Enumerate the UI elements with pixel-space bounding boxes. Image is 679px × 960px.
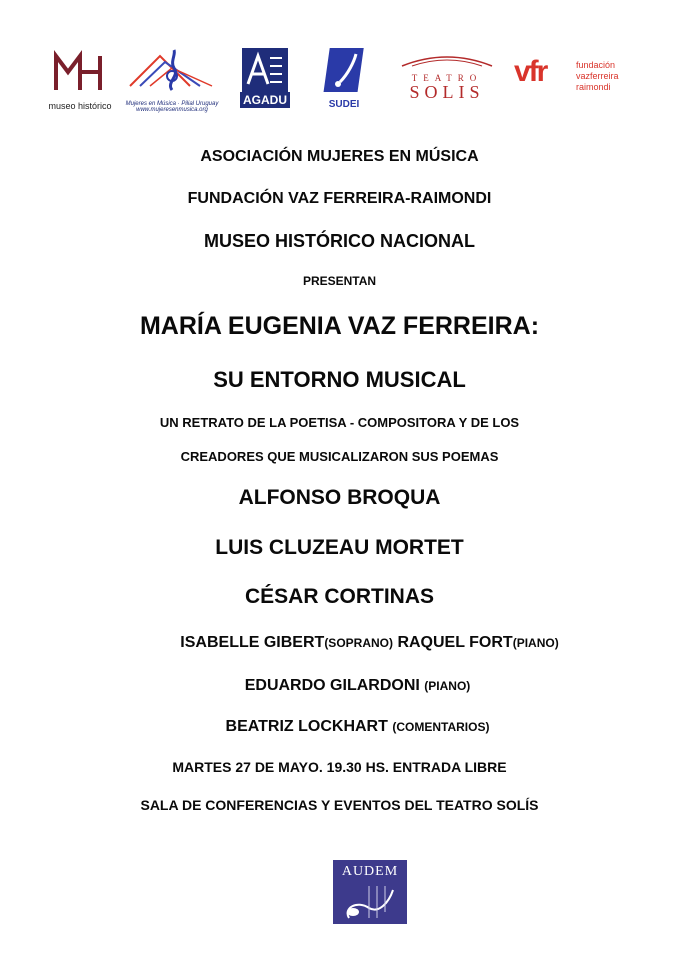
agadu-icon: [240, 46, 290, 94]
agadu-label: AGADU: [240, 92, 290, 108]
performer-role-comentarios: (COMENTARIOS): [392, 720, 490, 734]
solis-top: TEATRO: [411, 73, 483, 83]
performer-role-piano: (PIANO): [512, 636, 559, 650]
performer-isabelle-gibert: ISABELLE GIBERT: [180, 634, 325, 651]
organizer-1: ASOCIACIÓN MUJERES EN MÚSICA: [200, 148, 479, 165]
museo-caption: museo histórico: [48, 101, 112, 111]
sudei-icon: [320, 46, 368, 94]
description-line-2: CREADORES QUE MUSICALIZARON SUS POEMAS: [180, 449, 499, 464]
performer-role-piano-2: (PIANO): [424, 679, 471, 693]
event-venue: SALA DE CONFERENCIAS Y EVENTOS DEL TEATRO SOLÍS: [140, 797, 539, 813]
performers-line-3: [18, 718, 679, 736]
description-line-1: UN RETRATO DE LA POETISA - COMPOSITORA Y DE LOS: [159, 415, 520, 430]
teatro-solis-icon: [392, 52, 502, 68]
organizer-3: MUSEO HISTÓRICO NACIONAL: [203, 231, 475, 251]
performer-beatriz-lockhart: BEATRIZ LOCKHART: [225, 718, 388, 735]
presentan-label: PRESENTAN: [302, 274, 377, 288]
performer-role-soprano: (SOPRANO): [324, 636, 393, 650]
museo-historico-icon: [48, 48, 112, 94]
organizer-2: FUNDACIÓN VAZ FERREIRA-RAIMONDI: [187, 190, 492, 207]
vfr-text1: fundación: [576, 60, 616, 70]
composer-2: LUIS CLUZEAU MORTET: [215, 536, 464, 559]
vfr-text3: raimondi: [576, 82, 611, 92]
audem-logo: [333, 860, 407, 924]
event-subtitle: SU ENTORNO MUSICAL: [213, 367, 466, 392]
museo-historico-logo: [48, 48, 112, 110]
sponsor-logos: [0, 38, 679, 118]
mujeres-line1: Mujeres en Música · Pilial Uruguay: [125, 101, 219, 107]
performer-eduardo-gilardoni: EDUARDO GILARDONI: [244, 677, 420, 694]
event-title: MARÍA EUGENIA VAZ FERREIRA:: [139, 312, 540, 340]
performers-line-2: [18, 677, 679, 695]
agadu-logo: [240, 46, 290, 112]
event-date-time: MARTES 27 DE MAYO. 19.30 HS. ENTRADA LIBRE: [172, 759, 507, 775]
treble-clef-logo-icon: [120, 46, 224, 96]
performer-raquel-fort: RAQUEL FORT: [397, 634, 513, 651]
teatro-solis-logo: [392, 52, 502, 108]
composer-3: CÉSAR CORTINAS: [244, 585, 434, 608]
solis-name: SOLIS: [409, 82, 485, 102]
sudei-logo: [320, 46, 368, 112]
mujeres-en-musica-logo: [120, 46, 224, 114]
audem-icon: [339, 882, 401, 922]
fundacion-vfr-logo: [514, 52, 638, 102]
performers-line-1: [30, 634, 679, 652]
sudei-label: SUDEI: [328, 99, 360, 110]
mujeres-line2: www.mujeresenmusica.org: [136, 107, 208, 113]
vfr-mark: vfr: [514, 55, 547, 88]
vfr-text2: vazferreira: [576, 71, 619, 81]
audem-label: AUDEM: [341, 864, 399, 879]
composer-1: ALFONSO BROQUA: [238, 486, 441, 509]
